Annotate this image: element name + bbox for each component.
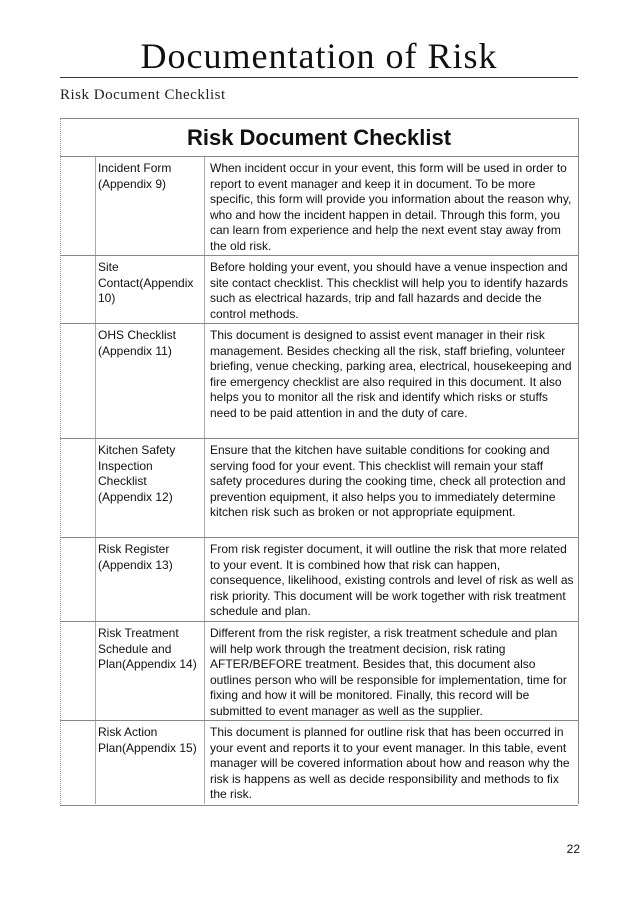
- row-marker-cell: [60, 256, 96, 323]
- document-name: Kitchen Safety Inspection Checklist (Appendix 12): [98, 443, 176, 504]
- table-right-rule: [578, 118, 579, 804]
- document-name: Risk Action Plan(Appendix 15): [98, 725, 197, 755]
- document-name: Risk Register (Appendix 13): [98, 542, 173, 572]
- column-separator: [204, 439, 205, 537]
- document-name: OHS Checklist (Appendix 11): [98, 328, 177, 358]
- row-marker-cell: [60, 157, 96, 255]
- table-row: [60, 156, 578, 255]
- table-row: [60, 255, 578, 323]
- table-heading: Risk Document Checklist: [186, 125, 452, 150]
- table-row: [60, 537, 578, 621]
- table-row: [60, 720, 578, 804]
- title-rule: [60, 77, 578, 78]
- document-description: From risk register document, it will outline the risk that more related to your event. It is combined how that risk can happen, consequence, likelihood, existing controls and level of risk as well as risk priority. This document will be work together with risk treatment schedule and plan.: [210, 542, 574, 618]
- document-description: Ensure that the kitchen have suitable conditions for cooking and serving food for your event. This checklist will remain your staff safety procedures during the cooking time, check all protection and prevention equipment, it also helps you to immediately determine kitchen risk such as broken or not appropriate equipment.: [210, 443, 566, 519]
- document-description: This document is designed to assist event manager in their risk management. Besides checking all the risk, staff briefing, volunteer briefing, venue checking, parking area, electrical, housekeeping and fire emergency checklist are also required in this document. It also helps you to monitor all the risk and identify which risks or stuffs need to be paid attention in and the duty of care.: [210, 328, 572, 420]
- document-name: Risk Treatment Schedule and Plan(Appendix 14): [98, 626, 197, 671]
- column-separator: [204, 256, 205, 323]
- document-name: Incident Form (Appendix 9): [98, 161, 172, 191]
- column-separator: [204, 721, 205, 804]
- column-separator: [204, 622, 205, 720]
- document-description: When incident occur in your event, this form will be used in order to report to event manager and keep it in document. To be more specific, this form will provide you information about the reason why, who and how the incident happen in detail. Through this form, you can learn from experience and help the next event stay away from the old risk.: [210, 161, 572, 253]
- table-row: [60, 438, 578, 537]
- row-marker-cell: [60, 439, 96, 537]
- row-marker-cell: [60, 324, 96, 438]
- page-title: Documentation of Risk: [140, 36, 498, 76]
- page-number: 22: [566, 842, 580, 856]
- table-row: [60, 621, 578, 720]
- column-separator: [204, 157, 205, 255]
- document-name: Site Contact(Appendix 10): [98, 260, 194, 305]
- column-separator: [204, 324, 205, 438]
- column-separator: [204, 538, 205, 621]
- row-marker-cell: [60, 721, 96, 804]
- document-description: This document is planned for outline risk that has been occurred in your event and reports it to your event manager. In this table, event manager will be covered information about how and reason why the risk is happens as well as decide responsibility and methods to fix the risk.: [210, 725, 570, 801]
- document-description: Before holding your event, you should have a venue inspection and site contact checklist. This checklist will help you to identify hazards such as electrical hazards, trip and fall hazards and decide the control methods.: [210, 260, 568, 321]
- row-marker-cell: [60, 622, 96, 720]
- document-description: Different from the risk register, a risk treatment schedule and plan will help work through the treatment decision, risk rating AFTER/BEFORE treatment. Besides that, this document also outlines person who will be responsible for implementation, time for fixing and how it will be monitored. Finally, this record will be submitted to event manager as well as the supplier.: [210, 626, 567, 718]
- table-row: [60, 323, 578, 438]
- row-marker-cell: [60, 538, 96, 621]
- section-heading: Risk Document Checklist: [60, 87, 226, 103]
